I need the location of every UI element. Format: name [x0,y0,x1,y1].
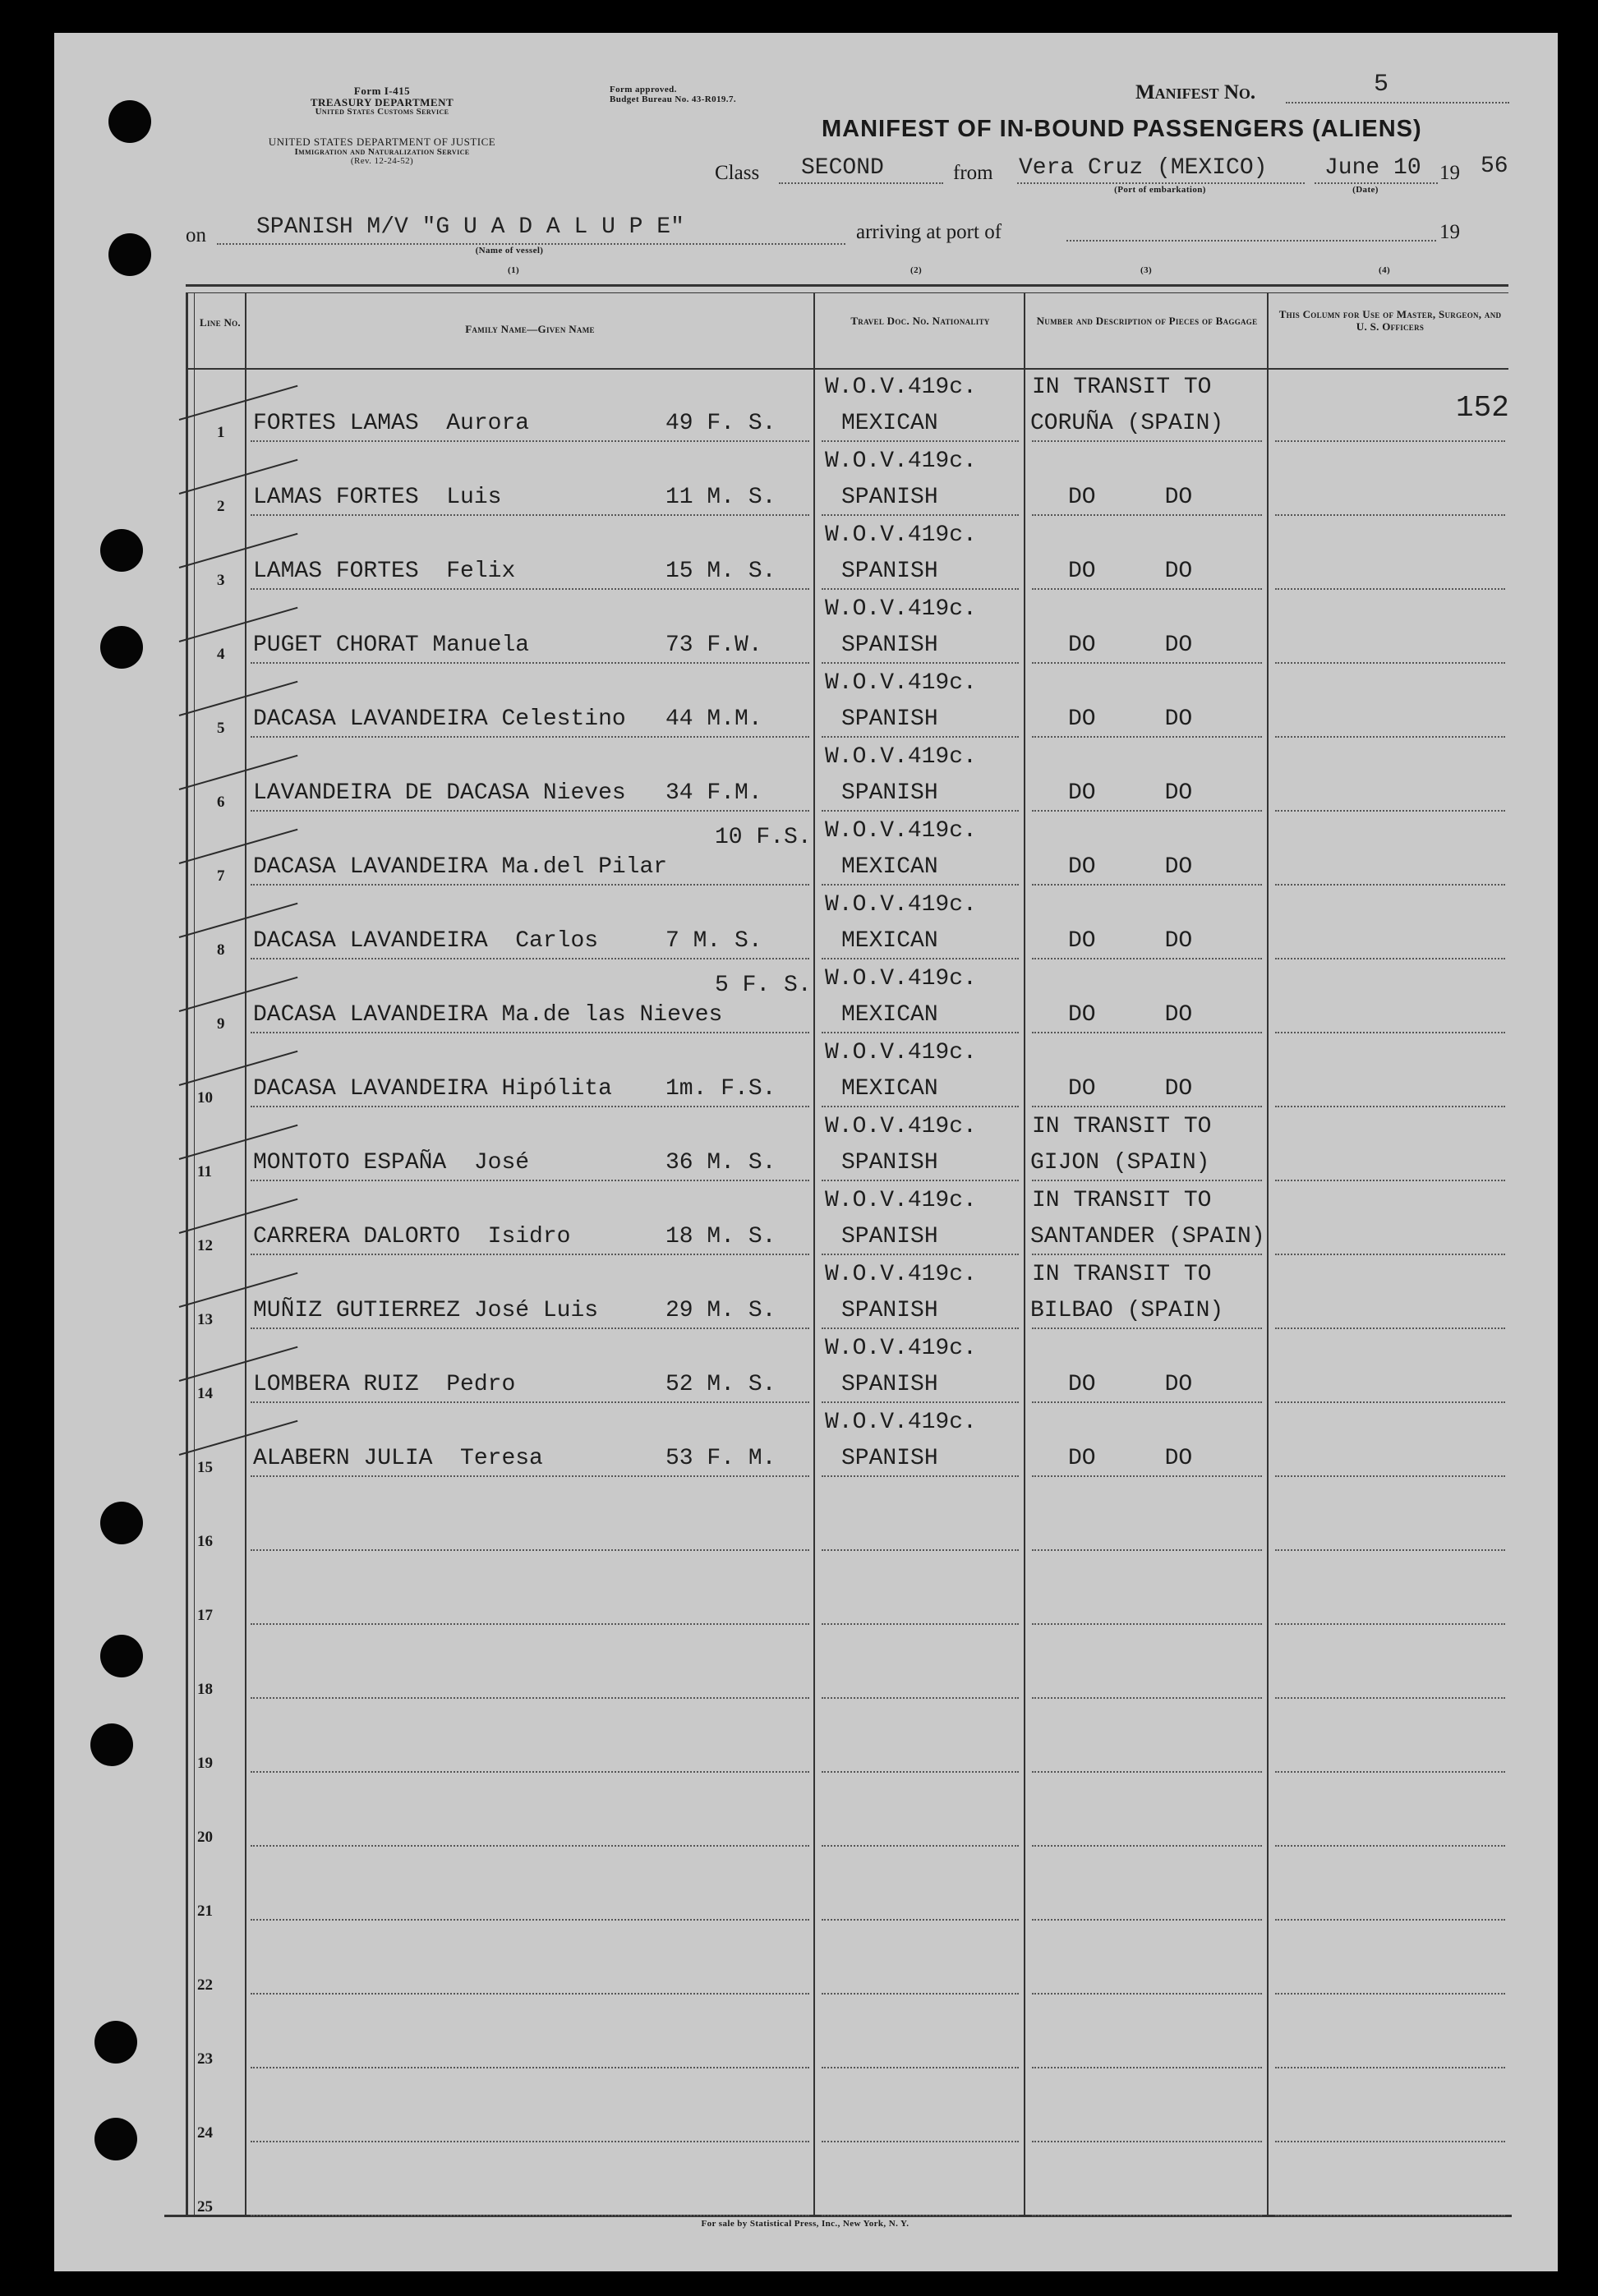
travel-doc-no: W.O.V.419c. [825,375,977,400]
col-num-2: (2) [910,265,923,275]
line-number: 13 [197,1311,213,1328]
baggage-line-2: DO DO [1068,559,1193,584]
age-sex-status: 15 M. S. [665,559,776,584]
line-number: 11 [197,1163,212,1180]
form-number: Form I-415 [353,85,411,97]
age-sex-status: 36 M. S. [665,1150,776,1176]
punch-hole [100,529,143,572]
passenger-name: DACASA LAVANDEIRA Celestino [253,706,626,732]
passenger-name: LOMBERA RUIZ Pedro [253,1372,516,1397]
baggage-line-2: DO DO [1068,1002,1193,1028]
baggage-line-2: DO DO [1068,706,1193,732]
arrival-port-field [1066,240,1436,242]
travel-doc-no: W.O.V.419c. [825,1410,977,1435]
travel-doc-no: W.O.V.419c. [825,596,977,622]
ins-service: Immigration and Naturalization Service [294,146,470,157]
baggage-line-1: IN TRANSIT TO [1032,1188,1212,1213]
line-number: 21 [197,1903,213,1920]
baggage-line-2: SANTANDER (SPAIN) [1030,1224,1265,1249]
year-prefix: 19 [1439,162,1460,184]
year-value: 56 [1481,154,1508,179]
nationality: SPANISH [841,780,938,806]
arriving-label: arriving at port of [856,221,1002,243]
age-sex-status: 49 F. S. [665,411,776,436]
header-name: Family Name—Given Name [465,323,595,335]
age-sex-status: 18 M. S. [665,1224,776,1249]
passenger-name: DACASA LAVANDEIRA Ma.del Pilar [253,854,668,880]
baggage-line-2: GIJON (SPAIN) [1030,1150,1210,1176]
header-travel-doc: Travel Doc. No. Nationality [850,315,990,327]
port-caption: (Port of embarkation) [1114,185,1206,195]
form-id-block [271,85,493,117]
line-number: 8 [217,941,225,959]
baggage-line-2: DO DO [1068,854,1193,880]
footer-printer: For sale by Statistical Press, Inc., New York, N. Y. [701,2219,910,2229]
nationality: SPANISH [841,1298,938,1323]
travel-doc-no: W.O.V.419c. [825,522,977,548]
nationality: MEXICAN [841,854,938,880]
col-num-3: (3) [1140,265,1153,275]
header-bottom-rule [186,368,1508,370]
nationality: MEXICAN [841,1076,938,1102]
line-number: 4 [217,646,225,663]
manifest-title: MANIFEST OF IN-BOUND PASSENGERS (ALIENS) [822,116,1422,142]
justice-block [189,136,575,167]
col-divider-1 [245,292,246,2215]
punch-hole [94,2021,137,2064]
baggage-line-2: BILBAO (SPAIN) [1030,1298,1224,1323]
line-number: 19 [197,1755,213,1772]
baggage-line-2: DO DO [1068,1446,1193,1471]
line-number: 1 [217,424,225,441]
punch-hole [108,100,151,143]
nationality: MEXICAN [841,1002,938,1028]
travel-doc-no: W.O.V.419c. [825,1114,977,1139]
punch-hole [94,2118,137,2160]
on-label: on [186,224,206,246]
treasury-dept: TREASURY DEPARTMENT [310,95,454,108]
table-left-border [186,292,188,2215]
vessel-name: SPANISH M/V "G U A D A L U P E" [256,214,684,240]
col-num-4: (4) [1379,265,1391,275]
travel-doc-no: W.O.V.419c. [825,966,977,992]
line-number: 2 [217,498,225,515]
nationality: SPANISH [841,633,938,658]
punch-hole [100,1502,143,1544]
header-baggage: Number and Description of Pieces of Baggage [1036,315,1258,327]
line-number: 25 [197,2198,213,2215]
baggage-line-2: DO DO [1068,1372,1193,1397]
table-top-rule [186,284,1508,287]
customs-service: United States Customs Service [315,107,449,117]
form-approved: Form approved. [610,85,677,94]
nationality: MEXICAN [841,411,938,436]
from-value: Vera Cruz (MEXICO) [1019,155,1268,181]
line-number: 9 [217,1015,225,1033]
approval-block [610,85,736,104]
justice-dept: UNITED STATES DEPARTMENT OF JUSTICE [268,136,496,148]
travel-doc-no: W.O.V.419c. [825,1188,977,1213]
passenger-name: ALABERN JULIA Teresa [253,1446,543,1471]
passenger-name: LAMAS FORTES Luis [253,485,502,510]
nationality: SPANISH [841,1224,938,1249]
baggage-line-2: DO DO [1068,633,1193,658]
line-number: 14 [197,1385,213,1402]
passenger-name: FORTES LAMAS Aurora [253,411,530,436]
passenger-name: DACASA LAVANDEIRA Hipólita [253,1076,612,1102]
header-line-no: Line No. [200,316,241,329]
age-sex-status: 11 M. S. [665,485,776,510]
passenger-name: CARRERA DALORTO Isidro [253,1224,571,1249]
passenger-name: MONTOTO ESPAÑA José [253,1150,530,1176]
baggage-line-1: IN TRANSIT TO [1032,375,1212,400]
col-divider-3 [1024,292,1025,2215]
line-number: 6 [217,794,225,811]
officer-note: 152 [1456,391,1509,425]
class-label: Class [715,162,760,184]
punch-hole [90,1723,133,1766]
col-divider-2 [813,292,815,2215]
line-number: 16 [197,1533,213,1550]
manifest-no-line [1286,102,1509,104]
punch-hole [100,626,143,669]
baggage-line-2: DO DO [1068,1076,1193,1102]
age-sex-status: 1m. F.S. [665,1076,776,1102]
baggage-line-2: DO DO [1068,780,1193,806]
nationality: SPANISH [841,1150,938,1176]
budget-bureau: Budget Bureau No. 43-R019.7. [610,94,737,104]
travel-doc-no: W.O.V.419c. [825,670,977,696]
line-number: 12 [197,1237,213,1254]
col-divider-4 [1267,292,1269,2215]
travel-doc-no: W.O.V.419c. [825,1262,977,1287]
passenger-name: LAVANDEIRA DE DACASA Nieves [253,780,626,806]
passenger-name: DACASA LAVANDEIRA Ma.de las Nieves [253,1002,723,1028]
line-number: 5 [217,720,225,737]
col-num-1: (1) [508,265,520,275]
date-caption: (Date) [1352,185,1379,195]
punch-hole [100,1635,143,1677]
from-label: from [953,162,993,184]
travel-doc-no: W.O.V.419c. [825,1040,977,1065]
travel-doc-no: W.O.V.419c. [825,449,977,474]
line-number: 3 [217,572,225,589]
line-number: 22 [197,1976,213,1994]
line-number: 24 [197,2124,213,2142]
line-number: 10 [197,1089,213,1107]
baggage-line-1: IN TRANSIT TO [1032,1114,1212,1139]
nationality: SPANISH [841,559,938,584]
date-value: June 10 [1324,155,1421,181]
age-sex-status: 29 M. S. [665,1298,776,1323]
line-number: 7 [217,867,225,885]
age-sex-status: 73 F.W. [665,633,762,658]
nationality: SPANISH [841,485,938,510]
line-number: 17 [197,1607,213,1624]
age-sex-status: 53 F. M. [665,1446,776,1471]
header-officers: This Column for Use of Master, Surgeon, and U. S. Officers [1278,308,1502,333]
passenger-name: PUGET CHORAT Manuela [253,633,530,658]
vessel-caption: (Name of vessel) [475,246,544,255]
age-sex-status: 7 M. S. [665,928,762,954]
line-number: 18 [197,1681,213,1698]
age-sex-status: 10 F.S. [715,825,812,850]
line-number: 23 [197,2050,213,2068]
travel-doc-no: W.O.V.419c. [825,1336,977,1361]
manifest-no-label: Manifest No. [1135,81,1256,104]
age-sex-status: 34 F.M. [665,780,762,806]
manifest-no-value: 5 [1374,71,1389,99]
passenger-name: MUÑIZ GUTIERREZ José Luis [253,1298,599,1323]
nationality: SPANISH [841,1446,938,1471]
baggage-line-2: DO DO [1068,928,1193,954]
class-value: SECOND [801,155,884,181]
age-sex-status: 44 M.M. [665,706,762,732]
form-revision: (Rev. 12-24-52) [350,156,414,167]
nationality: SPANISH [841,706,938,732]
line-number: 20 [197,1829,213,1846]
age-sex-status: 52 M. S. [665,1372,776,1397]
travel-doc-no: W.O.V.419c. [825,818,977,844]
punch-hole [108,233,151,276]
baggage-line-2: DO DO [1068,485,1193,510]
age-sex-status: 5 F. S. [715,973,812,998]
passenger-name: LAMAS FORTES Felix [253,559,516,584]
line-number: 15 [197,1459,213,1476]
travel-doc-no: W.O.V.419c. [825,892,977,918]
nationality: SPANISH [841,1372,938,1397]
baggage-line-1: IN TRANSIT TO [1032,1262,1212,1287]
travel-doc-no: W.O.V.419c. [825,744,977,770]
nationality: MEXICAN [841,928,938,954]
passenger-name: DACASA LAVANDEIRA Carlos [253,928,599,954]
arrival-year-prefix: 19 [1439,221,1460,243]
baggage-line-2: CORUÑA (SPAIN) [1030,411,1224,436]
